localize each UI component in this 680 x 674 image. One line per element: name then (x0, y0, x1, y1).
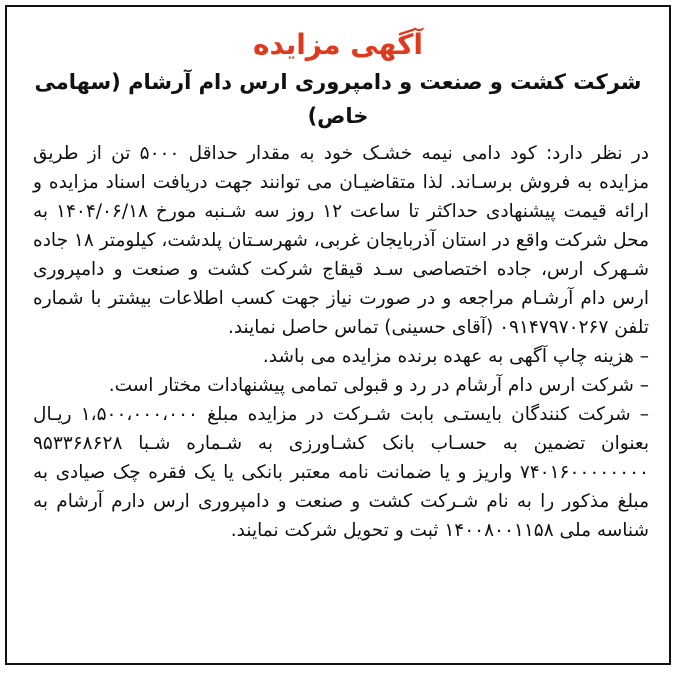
company-name: شرکت کشت و صنعت و دامپروری ارس دام آرشام (سهامی خاص) (34, 70, 642, 128)
notice-frame (5, 5, 671, 665)
notice-title: آگهی مزایده (252, 28, 423, 61)
condition-item: – شرکت کنندگان بایستـی بابت شـرکت در مزایده مبلغ ۱،۵۰۰،۰۰۰،۰۰۰ ریـال بعنوان تضمین به حسـاب بانک کشـاورزی به شـماره شـبا ۹۵۳۳۶۸۶۲۸ ۷۴۰۱۶۰۰۰۰۰۰۰۰ واریز و یا ضمانت نامه معتبر بانکی یا یک فقره چک صیادی به مبلغ مذکور را به نام شـرکت کشت و صنعت و دامپروری ارس دارم آرشام به شناسه ملی ۱۴۰۰۸۰۰۱۱۵۸ ثبت و تحویل شرکت نمایند. (33, 404, 649, 541)
condition-item: – هزینه چاپ آگهی به عهده برنده مزایده می باشد. (262, 346, 649, 367)
notice-body: در نظر دارد: کود دامی نیمه خشـک خود به مقدار حداقل ۵۰۰۰ تن از طریق مزایده به فروش برسـاند. لذا متقاضیـان می توانند جهت دریافت اسناد مزایده و ارائه قیمت پیشنهادی حداکثر تا ساعت ۱۲ روز سه شـنبه مورخ ۱۴۰۴/۰۶/۱۸ به محل شرکت واقع در استان آذربایجان غربی، شهرسـتان پلدشت، کیلومتر ۱۸ جاده شـهرک ارس، جاده اختصاصی سـد قیقاج شرکت کشت و صنعت و دامپروری ارس دام آرشـام مراجعه و در صورت نیاز جهت کسب اطلاعات بیشتر با شماره تلفن ۰۹۱۴۷۹۷۰۲۶۷ (آقای حسینی) تماس حاصل نمایند. (33, 143, 649, 338)
condition-item: – شرکت ارس دام آرشام در رد و قبولی تمامی پیشنهادات مختار است. (108, 375, 649, 396)
conditions-list (33, 342, 649, 545)
auction-notice (7, 7, 669, 663)
